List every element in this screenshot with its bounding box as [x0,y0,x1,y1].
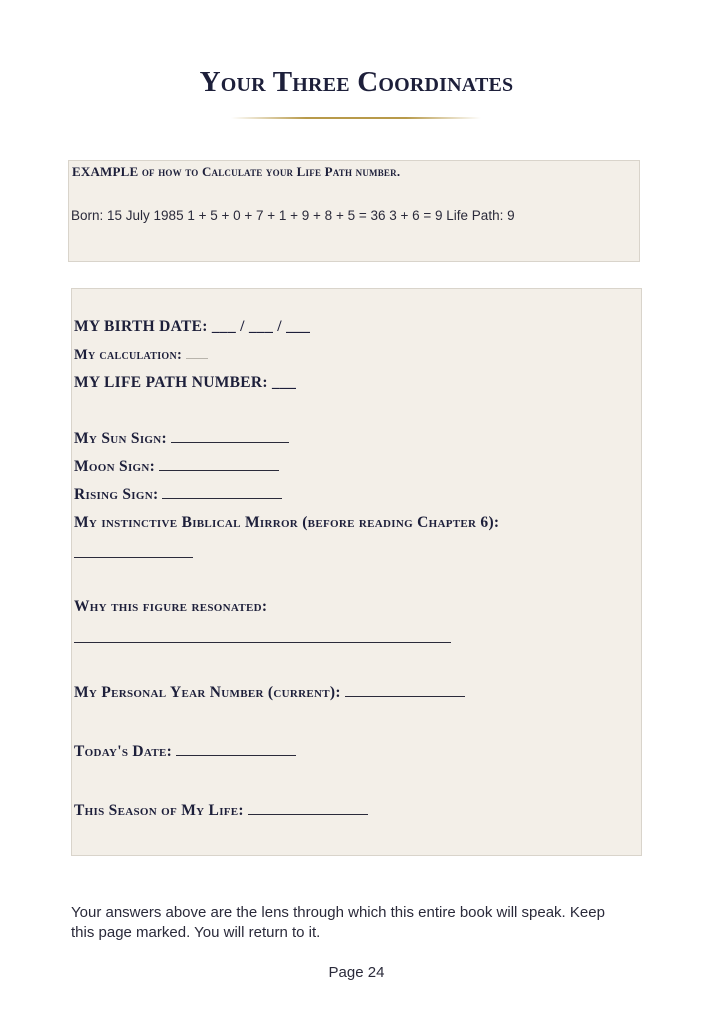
rising-sign-label: Rising Sign: [74,486,159,503]
moon-sign-field[interactable] [74,458,279,476]
personal-year-field[interactable] [74,684,465,702]
sun-sign-field[interactable] [74,430,289,448]
example-heading: EXAMPLE of how to Calculate your Life Path number. [72,164,401,179]
why-resonated-field [74,598,267,616]
todays-date-label: Today's Date: [74,743,173,760]
birth-date-field[interactable] [74,318,310,336]
title-divider [231,117,481,119]
calculation-blank[interactable] [186,357,208,359]
rising-sign-blank[interactable] [162,497,282,499]
calculation-field[interactable] [74,347,208,364]
life-path-label: MY LIFE PATH NUMBER: ___ [74,374,297,391]
season-label: This Season of My Life: [74,802,244,819]
rising-sign-field[interactable] [74,486,282,504]
page-number: Page 24 [328,964,385,981]
moon-sign-blank[interactable] [159,469,279,471]
personal-year-label: My Personal Year Number (current): [74,684,341,701]
todays-date-blank[interactable] [176,754,296,756]
birth-date-label: MY BIRTH DATE: ___ / ___ / ___ [74,318,311,335]
biblical-mirror-label: My instinctive Biblical Mirror (before reading Chapter 6): [74,514,500,531]
page-title: Your Three Coordinates [199,66,514,98]
example-box [68,160,640,262]
moon-sign-label: Moon Sign: [74,458,156,475]
example-text: Born: 15 July 1985 1 + 5 + 0 + 7 + 1 + 9 + 8 + 5 = 36 3 + 6 = 9 Life Path: 9 [71,208,515,223]
footer-text: Your answers above are the lens through which this entire book will speak. Keep this page marked. You will return to it. [71,904,605,941]
biblical-mirror-field [74,514,499,532]
todays-date-field[interactable] [74,743,296,761]
sun-sign-label: My Sun Sign: [74,430,167,447]
season-field[interactable] [74,802,368,820]
season-blank[interactable] [248,813,368,815]
life-path-field[interactable] [74,374,296,392]
sun-sign-blank[interactable] [171,441,289,443]
biblical-mirror-blank[interactable] [74,557,193,558]
worksheet-box [71,288,642,856]
why-resonated-blank[interactable] [74,642,451,643]
why-resonated-label: Why this figure resonated: [74,598,268,615]
calculation-label: My calculation: [74,347,183,363]
personal-year-blank[interactable] [345,695,465,697]
